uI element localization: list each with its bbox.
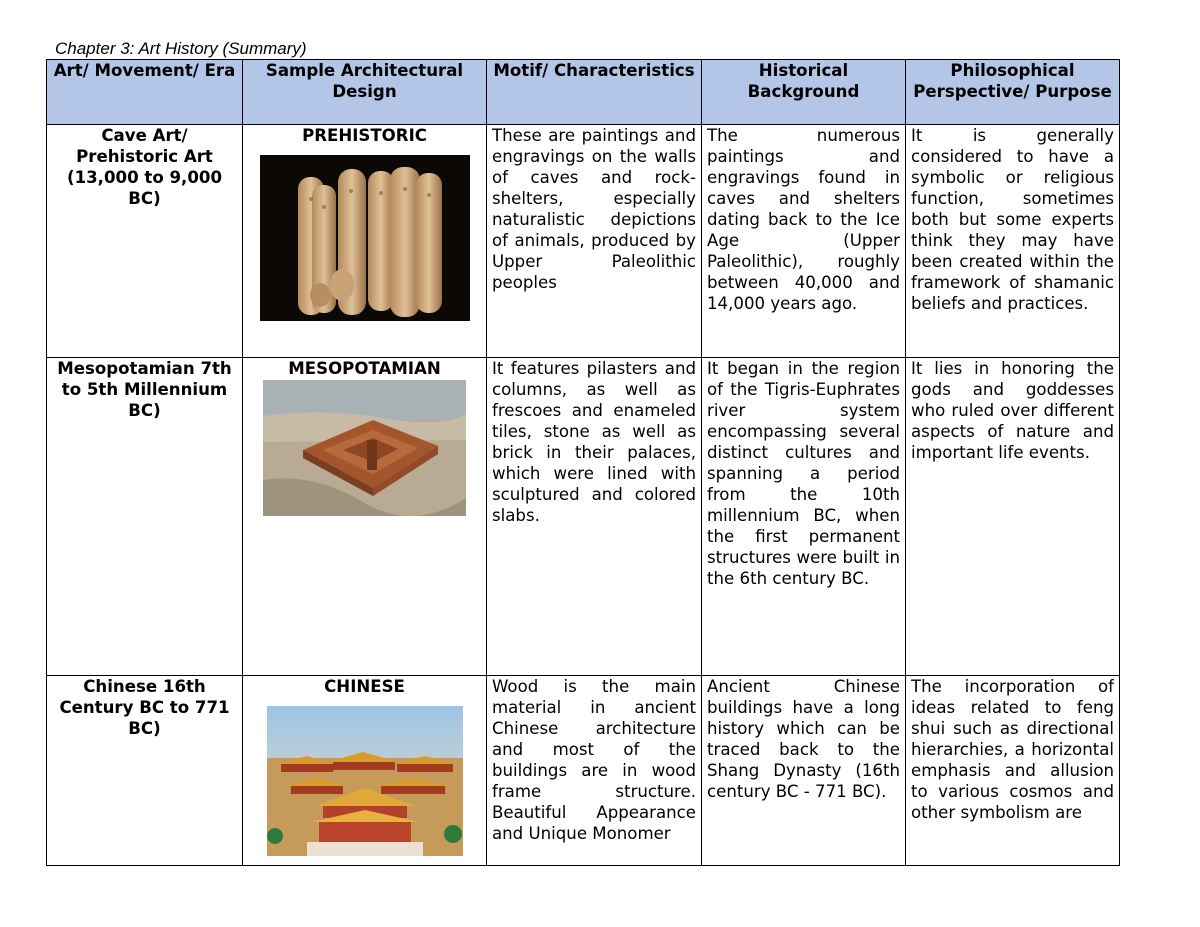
header-purpose: Philosophical Perspective/ Purpose bbox=[906, 60, 1120, 125]
design-cell bbox=[243, 676, 487, 866]
history-cell bbox=[702, 676, 906, 866]
design-cell bbox=[243, 125, 487, 358]
purpose-cell bbox=[906, 676, 1120, 866]
design-content bbox=[248, 676, 481, 865]
history-cell: The numerous paintings and engravings found in caves and shelters dating back to the Ice Age (Upper Paleolithic), roughly between 40,000 and 14,000 years ago. bbox=[702, 125, 906, 358]
motif-text: Wood is the main material in ancient Chinese architecture and most of the buildings are in wood frame structure. Beautiful Appearance and Unique Monomer bbox=[492, 677, 696, 843]
header-design: Sample Architectural Design bbox=[243, 60, 487, 125]
mesopotamian-ziggurat-image bbox=[263, 380, 466, 516]
purpose-cell: It lies in honoring the gods and goddesses who ruled over different aspects of nature and important life events. bbox=[906, 358, 1120, 676]
era-cell bbox=[47, 676, 243, 866]
design-label: MESOPOTAMIAN bbox=[288, 359, 441, 378]
era-cell: Mesopotamian 7th to 5th Millennium BC) bbox=[47, 358, 243, 676]
purpose-text: The incorporation of ideas related to feng shui such as directional hierarchies, a horizontal emphasis and allusion to various cosmos and other symbolism are bbox=[911, 677, 1114, 822]
design-label: PREHISTORIC bbox=[302, 126, 427, 145]
header-history: Historical Background bbox=[702, 60, 906, 125]
table-row bbox=[47, 358, 1120, 676]
design-cell bbox=[243, 358, 487, 676]
header-row bbox=[47, 60, 1120, 125]
prehistoric-figurines-image bbox=[260, 155, 470, 321]
motif-cell: It features pilasters and columns, as well as frescoes and enameled tiles, stone as well as brick in their palaces, which were lined with sculptured and colored slabs. bbox=[487, 358, 702, 676]
motif-cell bbox=[487, 676, 702, 866]
header-motif: Motif/ Characteristics bbox=[487, 60, 702, 125]
era-text: Chinese 16th Century BC to 771 BC) bbox=[59, 677, 230, 738]
design-label: CHINESE bbox=[324, 677, 405, 696]
purpose-cell: It is generally considered to have a symbolic or religious function, sometimes both but some experts think they may have been created within the framework of shamanic beliefs and practices. bbox=[906, 125, 1120, 358]
table-row bbox=[47, 676, 1120, 866]
history-text: Ancient Chinese buildings have a long history which can be traced back to the Shang Dynasty (16th century BC - 771 BC). bbox=[707, 677, 900, 801]
era-cell: Cave Art/ Prehistoric Art (13,000 to 9,000 BC) bbox=[47, 125, 243, 358]
chinese-palace-image bbox=[267, 706, 463, 856]
art-history-table bbox=[46, 59, 1120, 866]
header-era: Art/ Movement/ Era bbox=[47, 60, 243, 125]
table-row bbox=[47, 125, 1120, 358]
history-cell: It began in the region of the Tigris-Euphrates river system encompassing several distinct cultures and spanning a period from the 10th millennium BC, when the first permanent structures were built in the 6th century BC. bbox=[702, 358, 906, 676]
motif-cell: These are paintings and engravings on the walls of caves and rock- shelters, especially naturalistic depictions of animals, produced by Upper Paleolithic peoples bbox=[487, 125, 702, 358]
document-title: Chapter 3: Art History (Summary) bbox=[55, 39, 307, 58]
